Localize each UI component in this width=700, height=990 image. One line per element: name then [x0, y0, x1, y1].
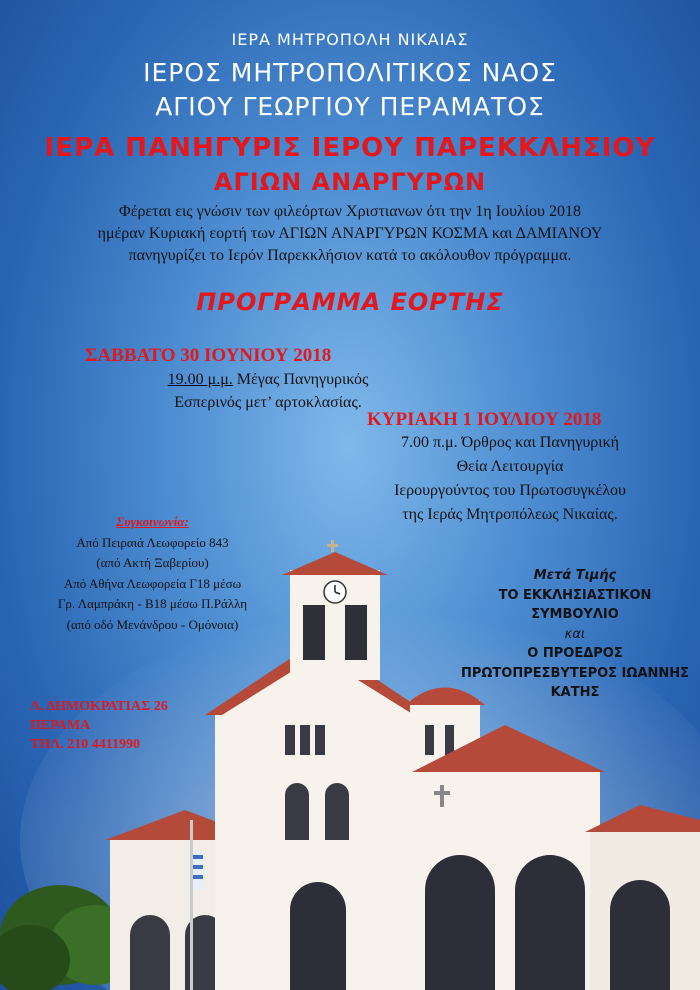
- sunday-heading: ΚΥΡΙΑΚΗ 1 ΙΟΥΛΙΟΥ 2018: [367, 409, 602, 430]
- signature-council: ΤΟ ΕΚΚΛΗΣΙΑΣΤΙΚΟΝ: [498, 587, 652, 603]
- saturday-service: Μέγας Πανηγυρικός: [232, 371, 369, 388]
- clock-icon: [324, 581, 346, 603]
- signature-president: Ο ΠΡΟΕΔΡΟΣ: [527, 646, 623, 661]
- signature-regards: Μετά Τιμής: [533, 568, 617, 583]
- transport-line-4: Γρ. Λαμπράκη - Β18 μέσω Π.Ράλλη: [57, 596, 248, 611]
- intro-line-1: Φέρεται εις γνώσιν των φιλεόρτων Χριστιανων ότι την 1η Ιουλίου 2018: [119, 203, 581, 220]
- transport-line-2: (από Ακτή Ξαβερίου): [96, 555, 209, 570]
- church-location: ΑΓΙΟΥ ΓΕΩΡΓΙΟΥ ΠΕΡΑΜΑΤΟΣ: [155, 92, 545, 121]
- address-street: Λ. ΔΗΜΟΚΡΑΤΙΑΣ 26: [30, 699, 168, 714]
- sunday-line-2: Θεία Λειτουργία: [456, 458, 564, 475]
- sunday-line-1: 7.00 π.μ. Όρθρος και Πανηγυρική: [400, 434, 620, 451]
- transport-line-5: (από οδό Μενάνδρου - Ομόνοια): [66, 616, 239, 632]
- signature-surname: ΚΑΤΗΣ: [550, 685, 600, 700]
- feast-title: ΙΕΡΑ ΠΑΝΗΓΥΡΙΣ ΙΕΡΟΥ ΠΑΡΕΚΚΛΗΣΙΟΥ: [44, 133, 656, 163]
- metropolis-name: ΙΕΡΑ ΜΗΤΡΟΠΟΛΗ ΝΙΚΑΙΑΣ: [231, 30, 469, 49]
- transport-heading: Συγκοινωνία:: [116, 514, 189, 529]
- intro-line-3: πανηγυρίζει το Ιερόν Παρεκκλήσιον κατά το ακόλουθον πρόγραμμα.: [128, 247, 572, 264]
- saturday-line-2: Εσπερινός μετ’ αρτοκλασίας.: [174, 394, 362, 411]
- sunday-line-4: της Ιεράς Μητροπόλεως Νικαίας.: [402, 506, 618, 523]
- saturday-time: 19.00 μ.μ.: [167, 371, 233, 388]
- saturday-heading: ΣΑΒΒΑΤΟ 30 ΙΟΥΝΙΟΥ 2018: [85, 345, 332, 366]
- signature-title: ΠΡΩΤΟΠΡΕΣΒΥΤΕΡΟΣ ΙΩΑΝΝΗΣ: [460, 665, 690, 681]
- saturday-line-1: [118, 371, 418, 389]
- feast-subtitle: ΑΓΙΩΝ ΑΝΑΡΓΥΡΩΝ: [213, 168, 487, 196]
- cathedral-name: ΙΕΡΟΣ ΜΗΤΡΟΠΟΛΙΤΙΚΟΣ ΝΑΟΣ: [143, 58, 557, 87]
- transport-block: [15, 512, 290, 635]
- address-block: [30, 697, 168, 754]
- transport-line-1: Από Πειραιά Λεωφορείο 843: [76, 534, 229, 550]
- address-city: ΠΕΡΑΜΑ: [30, 718, 91, 733]
- transport-line-3: Από Αθήνα Λεωφορεία Γ18 μέσω: [63, 575, 242, 591]
- signature-council-2: ΣΥΜΒΟΥΛΙΟ: [531, 607, 619, 622]
- signature-and: και: [564, 626, 586, 642]
- program-title: ΠΡΟΓΡΑΜΜΑ ΕΟΡΤΗΣ: [196, 288, 504, 316]
- intro-line-2: ημέραν Κυριακή εορτή των ΑΓΙΩΝ ΑΝΑΡΓΥΡΩΝ ΚΟΣΜΑ και ΔΑΜΙΑΝΟΥ: [97, 225, 603, 242]
- signature-block: [460, 566, 690, 703]
- sunday-line-3: Ιερουργούντος του Πρωτοσυγκέλου: [394, 482, 626, 499]
- address-phone: ΤΗΛ. 210 4411990: [30, 737, 140, 752]
